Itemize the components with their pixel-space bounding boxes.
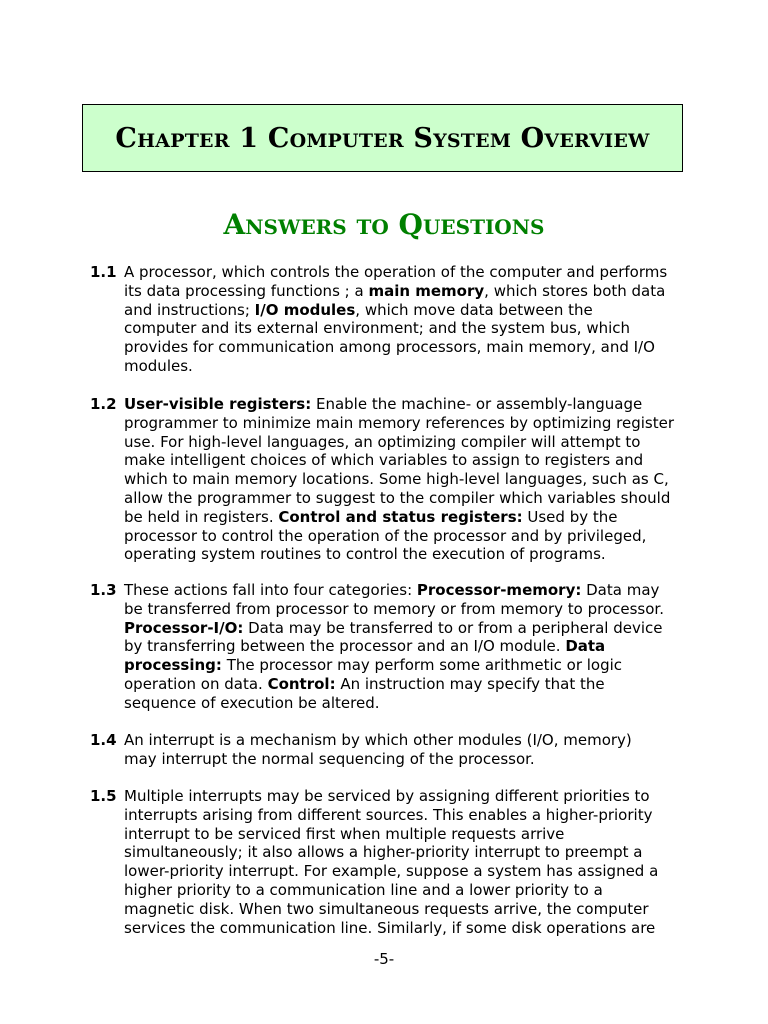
- answer-line: [124, 301, 690, 320]
- answer-line: [124, 600, 690, 619]
- answer-line: [124, 263, 690, 282]
- bold-term: Data: [565, 637, 606, 656]
- answer-1-5: [90, 787, 690, 937]
- answer-line: [124, 470, 690, 489]
- chapter-title: Chapter 1 Computer System Overview: [115, 122, 650, 154]
- text-run: An interrupt is a mechanism by which other modules (I/O, memory): [124, 731, 632, 749]
- text-run: allow the programmer to suggest to the compiler which variables should: [124, 488, 671, 507]
- bold-term: processing:: [124, 656, 222, 675]
- answer-line: [124, 656, 690, 675]
- answer-line: [124, 319, 690, 338]
- answer-line: [124, 694, 690, 713]
- text-run: processor to control the operation of the processor and by privileged,: [124, 526, 647, 545]
- text-run: operation on data.: [124, 674, 268, 693]
- text-run: magnetic disk. When two simultaneous requests arrive, the computer: [124, 899, 649, 918]
- text-run: A processor, which controls the operation of the computer and performs: [124, 263, 668, 281]
- text-run: Multiple interrupts may be serviced by assigning different priorities to: [124, 787, 650, 805]
- text-run: by transferring between the processor and an I/O module.: [124, 637, 566, 656]
- chapter-heading-box: [82, 104, 683, 172]
- answer-line: [124, 489, 690, 508]
- answer-line: [124, 843, 690, 862]
- text-run: use. For high-level languages, an optimizing compiler will attempt to: [124, 432, 641, 451]
- text-run: which to main memory locations. Some high-level languages, such as C,: [124, 470, 669, 489]
- text-run: provides for communication among processors, main memory, and I/O: [124, 338, 655, 357]
- answer-1-1: [90, 263, 690, 376]
- answer-line: [124, 675, 690, 694]
- answer-line: [124, 508, 690, 527]
- answer-line: [124, 900, 690, 919]
- answer-line: [124, 395, 690, 414]
- answer-line: [124, 433, 690, 452]
- answer-number: 1.5: [90, 787, 117, 805]
- text-run: lower-priority interrupt. For example, suppose a system has assigned a: [124, 862, 659, 881]
- page-number: -5-: [373, 950, 395, 968]
- bold-term: Control:: [267, 674, 336, 693]
- text-run: may interrupt the normal sequencing of the processor.: [124, 749, 535, 768]
- answer-text: [124, 395, 690, 564]
- text-run: An instruction may specify that the: [335, 674, 605, 693]
- text-run: computer and its external environment; and the system bus, which: [124, 319, 631, 338]
- text-run: its data processing functions ; a: [124, 281, 369, 300]
- bold-term: main memory: [368, 281, 485, 300]
- answer-line: [124, 787, 690, 806]
- text-run: be transferred from processor to memory or from memory to processor.: [124, 599, 664, 618]
- answer-line: [124, 282, 690, 301]
- answer-text: [124, 787, 690, 937]
- answer-text: [124, 731, 690, 769]
- answer-line: [124, 357, 690, 376]
- answer-line: [124, 451, 690, 470]
- answer-number: 1.1: [90, 263, 117, 281]
- answer-line: [124, 581, 690, 600]
- answer-line: [124, 806, 690, 825]
- answer-line: [124, 637, 690, 656]
- text-run: Used by the: [522, 507, 618, 526]
- bold-term: Processor-memory:: [416, 581, 582, 599]
- text-run: These actions fall into four categories:: [124, 581, 417, 599]
- answer-line: [124, 414, 690, 433]
- text-run: programmer to minimize main memory references by optimizing register: [124, 413, 675, 432]
- text-run: Data may be transferred to or from a peripheral device: [243, 618, 663, 637]
- answer-number: 1.2: [90, 395, 117, 413]
- answer-line: [124, 750, 690, 769]
- answer-line: [124, 881, 690, 900]
- text-run: interrupt to be serviced first when multiple requests arrive: [124, 824, 565, 843]
- answer-number: 1.4: [90, 731, 117, 749]
- text-run: and instructions;: [124, 300, 255, 319]
- answer-line: [124, 825, 690, 844]
- text-run: make intelligent choices of which variables to assign to registers and: [124, 451, 644, 470]
- answer-line: [124, 545, 690, 564]
- text-run: simultaneously; it also allows a higher-priority interrupt to preempt a: [124, 843, 643, 862]
- text-run: modules.: [124, 356, 193, 375]
- text-run: , which stores both data: [484, 281, 666, 300]
- text-run: Data may: [581, 581, 660, 599]
- answer-line: [124, 527, 690, 546]
- answer-line: [124, 862, 690, 881]
- text-run: interrupts arising from different sources. This enables a higher-priority: [124, 805, 653, 824]
- bold-term: I/O modules: [254, 300, 356, 319]
- text-run: , which move data between the: [355, 300, 593, 319]
- answer-line: [124, 731, 690, 750]
- answer-line: [124, 338, 690, 357]
- text-run: Enable the machine- or assembly-language: [311, 395, 643, 413]
- text-run: be held in registers.: [124, 507, 279, 526]
- text-run: sequence of execution be altered.: [124, 693, 380, 712]
- answer-line: [124, 619, 690, 638]
- answer-text: [124, 263, 690, 376]
- answer-1-2: [90, 395, 690, 564]
- answer-1-4: [90, 731, 690, 769]
- section-title: Answers to Questions: [223, 208, 545, 241]
- bold-term: User-visible registers:: [124, 395, 312, 413]
- text-run: operating system routines to control the execution of programs.: [124, 545, 606, 564]
- bold-term: Control and status registers:: [278, 507, 523, 526]
- answer-1-3: [90, 581, 690, 713]
- answer-number: 1.3: [90, 581, 117, 599]
- text-run: services the communication line. Similarly, if some disk operations are: [124, 918, 656, 937]
- bold-term: Processor-I/O:: [124, 618, 244, 637]
- text-run: The processor may perform some arithmetic or logic: [221, 656, 623, 675]
- answer-text: [124, 581, 690, 713]
- text-run: higher priority to a communication line and a lower priority to a: [124, 880, 603, 899]
- answer-line: [124, 919, 690, 938]
